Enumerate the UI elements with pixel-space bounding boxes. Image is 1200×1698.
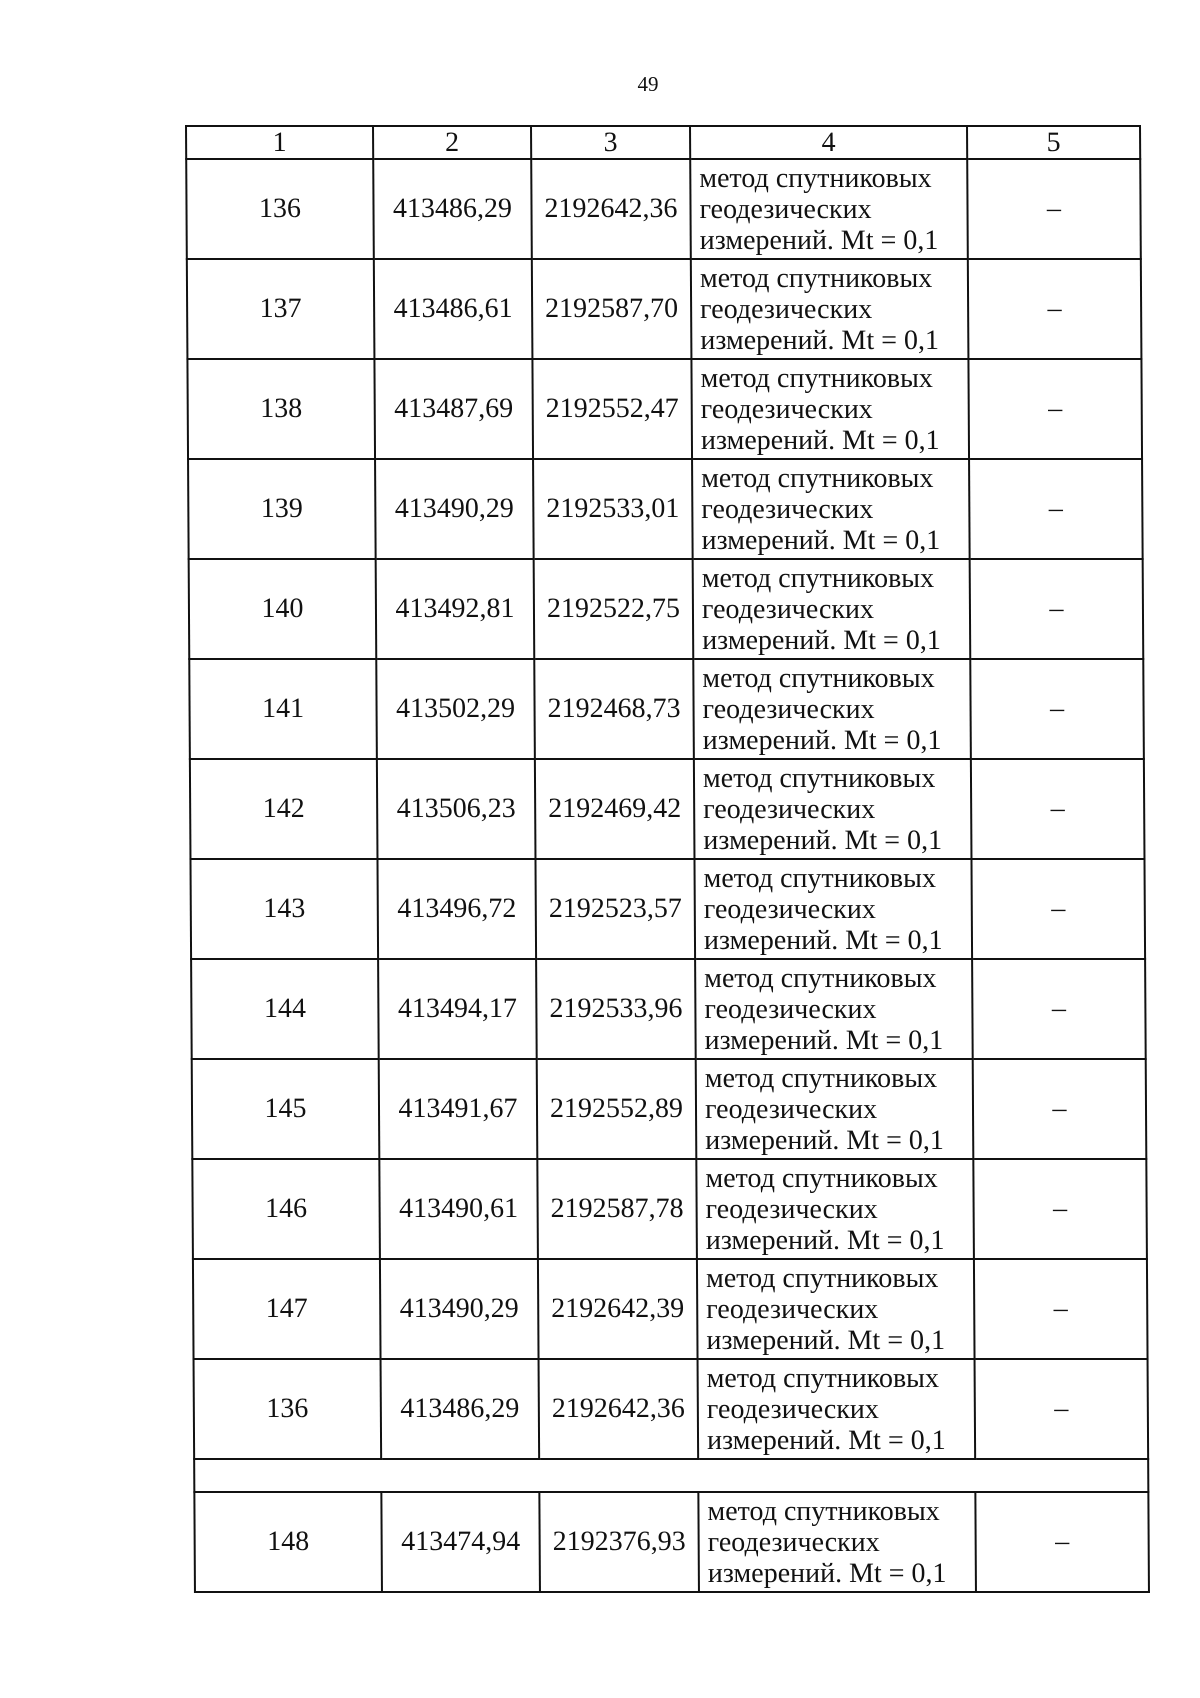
point-number-cell: 142 [190,759,378,859]
page-number: 49 [637,72,659,96]
point-number-cell: 146 [192,1159,380,1259]
note-cell: – [968,259,1142,359]
column-header: 3 [531,126,690,159]
method-cell: метод спутниковых геодезических измерений. Mt = 0,1 [696,1059,974,1159]
column-header: 4 [690,126,967,159]
coordinates-table [185,125,1150,1593]
method-cell: метод спутниковых геодезических измерений. Mt = 0,1 [697,1259,975,1359]
x-coordinate-cell: 413486,29 [373,159,532,259]
note-cell: – [975,1359,1149,1459]
point-number-cell: 137 [187,259,375,359]
note-cell: – [971,759,1145,859]
note-cell: – [971,859,1145,959]
y-coordinate-cell: 2192533,96 [536,959,696,1059]
method-cell: метод спутниковых геодезических измерений. Mt = 0,1 [691,359,969,459]
table-body [186,159,1149,1592]
separator-row [194,1459,1148,1492]
x-coordinate-cell: 413486,61 [374,259,533,359]
y-coordinate-cell: 2192642,39 [538,1259,698,1359]
y-coordinate-cell: 2192587,70 [532,259,692,359]
table-row [190,759,1145,859]
table-row [191,959,1146,1059]
table-row [194,1359,1149,1459]
note-cell: – [968,359,1142,459]
y-coordinate-cell: 2192522,75 [534,559,694,659]
point-number-cell: 148 [194,1492,382,1592]
x-coordinate-cell: 413490,29 [380,1259,539,1359]
method-cell: метод спутниковых геодезических измерений. Mt = 0,1 [694,759,972,859]
method-cell: метод спутниковых геодезических измерений. Mt = 0,1 [693,559,971,659]
x-coordinate-cell: 413491,67 [379,1059,538,1159]
y-coordinate-cell: 2192469,42 [535,759,695,859]
method-cell: метод спутниковых геодезических измерений. Mt = 0,1 [693,659,971,759]
column-header: 1 [186,126,373,159]
note-cell: – [973,1159,1147,1259]
table-row [189,559,1144,659]
table-row [186,159,1141,259]
x-coordinate-cell: 413492,81 [376,559,535,659]
y-coordinate-cell: 2192642,36 [539,1359,699,1459]
note-cell: – [967,159,1141,259]
x-coordinate-cell: 413490,61 [379,1159,538,1259]
note-cell: – [970,559,1144,659]
y-coordinate-cell: 2192376,93 [539,1492,699,1592]
x-coordinate-cell: 413486,29 [381,1359,540,1459]
note-cell: – [972,959,1146,1059]
point-number-cell: 143 [190,859,378,959]
method-cell: метод спутниковых геодезических измерений. Mt = 0,1 [692,459,970,559]
point-number-cell: 140 [189,559,377,659]
table-row [188,459,1143,559]
y-coordinate-cell: 2192523,57 [535,859,695,959]
table-header [186,126,1140,159]
x-coordinate-cell: 413494,17 [378,959,537,1059]
x-coordinate-cell: 413487,69 [374,359,533,459]
method-cell: метод спутниковых геодезических измерений. Mt = 0,1 [698,1359,976,1459]
point-number-cell: 139 [188,459,376,559]
note-cell: – [970,659,1144,759]
table-row [193,1259,1148,1359]
point-number-cell: 136 [186,159,374,259]
table-row [194,1492,1149,1592]
x-coordinate-cell: 413502,29 [376,659,535,759]
method-cell: метод спутниковых геодезических измерений. Mt = 0,1 [694,859,972,959]
note-cell: – [973,1059,1147,1159]
x-coordinate-cell: 413506,23 [377,759,536,859]
x-coordinate-cell: 413496,72 [377,859,536,959]
y-coordinate-cell: 2192468,73 [534,659,694,759]
method-cell: метод спутниковых геодезических измерений. Mt = 0,1 [691,259,969,359]
table-row [187,359,1142,459]
point-number-cell: 145 [192,1059,380,1159]
table-row [187,259,1142,359]
table-row [189,659,1144,759]
y-coordinate-cell: 2192642,36 [531,159,691,259]
method-cell: метод спутниковых геодезических измерений. Mt = 0,1 [698,1492,976,1592]
method-cell: метод спутниковых геодезических измерений. Mt = 0,1 [696,1159,974,1259]
x-coordinate-cell: 413490,29 [375,459,534,559]
point-number-cell: 147 [193,1259,381,1359]
y-coordinate-cell: 2192552,89 [537,1059,697,1159]
y-coordinate-cell: 2192533,01 [533,459,693,559]
table-row [192,1159,1147,1259]
header-row [186,126,1140,159]
point-number-cell: 138 [187,359,375,459]
method-cell: метод спутниковых геодезических измерений. Mt = 0,1 [695,959,973,1059]
point-number-cell: 141 [189,659,377,759]
method-cell: метод спутниковых геодезических измерений. Mt = 0,1 [690,159,968,259]
note-cell: – [969,459,1143,559]
point-number-cell: 144 [191,959,379,1059]
note-cell: – [974,1259,1148,1359]
column-header: 5 [967,126,1140,159]
table-row [192,1059,1147,1159]
column-header: 2 [373,126,531,159]
point-number-cell: 136 [194,1359,382,1459]
y-coordinate-cell: 2192587,78 [537,1159,697,1259]
table-row [190,859,1145,959]
note-cell: – [975,1492,1149,1592]
separator-cell [194,1459,1148,1492]
x-coordinate-cell: 413474,94 [381,1492,540,1592]
y-coordinate-cell: 2192552,47 [532,359,692,459]
